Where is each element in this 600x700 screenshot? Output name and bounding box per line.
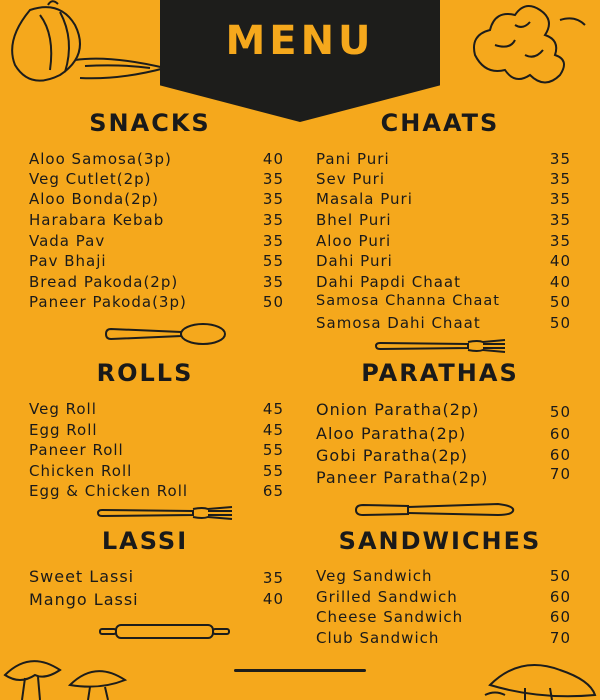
menu-item: Cheese Sandwich (316, 608, 464, 626)
menu-item: Aloo Samosa(3p) (29, 150, 172, 168)
menu-item: Gobi Paratha(2p) (316, 446, 469, 465)
menu-item: Samosa Dahi Chaat (316, 314, 481, 332)
mushroom-icon (480, 650, 600, 700)
spoon-icon (103, 320, 228, 348)
menu-price: 40 (549, 252, 571, 270)
fork-icon (95, 504, 235, 522)
menu-price: 35 (549, 170, 571, 188)
menu-price: 50 (549, 293, 571, 311)
menu-item: Pav Bhaji (29, 252, 107, 270)
ginger-icon (455, 0, 600, 95)
menu-item: Aloo Puri (316, 232, 392, 250)
menu-price: 55 (262, 441, 284, 459)
menu-item: Club Sandwich (316, 629, 440, 647)
menu-item: Paneer Paratha(2p) (316, 468, 489, 487)
menu-price: 60 (549, 608, 571, 626)
menu-item: Onion Paratha(2p) (316, 400, 480, 419)
menu-price: 60 (549, 425, 571, 443)
rolls-heading: ROLLS (96, 359, 194, 387)
mushroom-icon (0, 645, 135, 700)
menu-price: 35 (262, 190, 284, 208)
menu-price: 35 (262, 232, 284, 250)
menu-price: 35 (549, 232, 571, 250)
knife-icon (353, 499, 518, 521)
menu-item: Dahi Papdi Chaat (316, 273, 461, 291)
menu-item: Chicken Roll (29, 462, 133, 480)
menu-price: 45 (262, 421, 284, 439)
menu-price: 60 (549, 446, 571, 464)
menu-price: 50 (549, 567, 571, 585)
menu-item: Egg & Chicken Roll (29, 482, 189, 500)
menu-item: Mango Lassi (29, 590, 139, 609)
menu-price: 35 (262, 211, 284, 229)
menu-price: 35 (262, 170, 284, 188)
fork-icon (373, 337, 508, 355)
menu-item: Aloo Paratha(2p) (316, 424, 467, 443)
menu-price: 45 (262, 400, 284, 418)
menu-item: Masala Puri (316, 190, 413, 208)
menu-price: 40 (262, 590, 284, 608)
menu-item: Samosa Channa Chaat (316, 293, 500, 309)
home-indicator-bar (234, 669, 366, 672)
menu-price: 65 (262, 482, 284, 500)
rolling-pin-icon (97, 621, 232, 641)
menu-item: Veg Cutlet(2p) (29, 170, 152, 188)
menu-price: 35 (549, 211, 571, 229)
menu-price: 55 (262, 252, 284, 270)
menu-item: Veg Sandwich (316, 567, 433, 585)
menu-price: 70 (549, 629, 571, 647)
menu-price: 50 (549, 314, 571, 332)
menu-price: 35 (549, 190, 571, 208)
parathas-heading: PARATHAS (361, 359, 519, 387)
chaats-heading: CHAATS (380, 109, 500, 137)
menu-item: Paneer Roll (29, 441, 124, 459)
menu-item: Egg Roll (29, 421, 98, 439)
menu-price: 35 (549, 150, 571, 168)
menu-item: Bread Pakoda(2p) (29, 273, 179, 291)
menu-price: 35 (262, 273, 284, 291)
lassi-heading: LASSI (101, 527, 189, 555)
menu-price: 35 (262, 569, 284, 587)
menu-item: Bhel Puri (316, 211, 392, 229)
menu-item: Grilled Sandwich (316, 588, 458, 606)
garlic-icon (0, 0, 175, 95)
menu-price: 70 (549, 465, 571, 483)
menu-item: Veg Roll (29, 400, 97, 418)
menu-item: Vada Pav (29, 232, 106, 250)
menu-item: Pani Puri (316, 150, 390, 168)
page-title: MENU (225, 18, 375, 64)
menu-item: Sweet Lassi (29, 567, 135, 586)
menu-item: Aloo Bonda(2p) (29, 190, 160, 208)
menu-item: Harabara Kebab (29, 211, 165, 229)
menu-item: Sev Puri (316, 170, 386, 188)
menu-item: Dahi Puri (316, 252, 393, 270)
snacks-heading: SNACKS (89, 109, 211, 137)
menu-item: Paneer Pakoda(3p) (29, 293, 187, 311)
menu-price: 55 (262, 462, 284, 480)
menu-price: 50 (549, 403, 571, 421)
menu-price: 50 (262, 293, 284, 311)
sandwiches-heading: SANDWICHES (338, 527, 542, 555)
menu-price: 60 (549, 588, 571, 606)
menu-price: 40 (549, 273, 571, 291)
menu-price: 40 (262, 150, 284, 168)
